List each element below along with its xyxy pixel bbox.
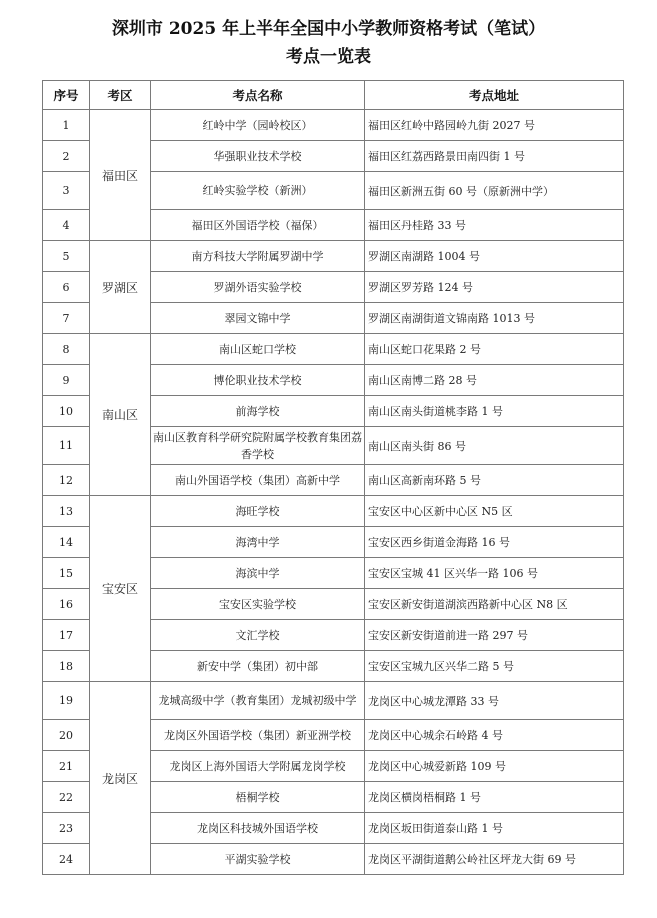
site-name: 南山外国语学校（集团）高新中学 — [151, 465, 365, 496]
site-name: 南山区蛇口学校 — [151, 334, 365, 365]
row-number: 9 — [43, 365, 90, 396]
site-name: 福田区外国语学校（福保） — [151, 210, 365, 241]
row-number: 17 — [43, 620, 90, 651]
site-name: 博伦职业技术学校 — [151, 365, 365, 396]
row-number: 23 — [43, 813, 90, 844]
site-address: 龙岗区中心城余石岭路 4 号 — [365, 720, 624, 751]
site-address: 龙岗区坂田街道泰山路 1 号 — [365, 813, 624, 844]
site-address: 罗湖区南湖街道文锦南路 1013 号 — [365, 303, 624, 334]
district-cell: 南山区 — [90, 334, 151, 496]
site-name: 梧桐学校 — [151, 782, 365, 813]
site-name: 平湖实验学校 — [151, 844, 365, 875]
site-address: 罗湖区南湖路 1004 号 — [365, 241, 624, 272]
table-row — [43, 334, 624, 365]
site-address: 南山区南头街道桃李路 1 号 — [365, 396, 624, 427]
site-address: 宝安区中心区新中心区 N5 区 — [365, 496, 624, 527]
header-site-address: 考点地址 — [365, 81, 624, 110]
row-number: 21 — [43, 751, 90, 782]
district-cell: 宝安区 — [90, 496, 151, 682]
site-name: 龙岗区科技城外国语学校 — [151, 813, 365, 844]
site-address: 福田区红岭中路园岭九街 2027 号 — [365, 110, 624, 141]
site-name: 龙城高级中学（教育集团）龙城初级中学 — [151, 682, 365, 720]
table-row — [43, 241, 624, 272]
row-number: 24 — [43, 844, 90, 875]
exam-site-table — [42, 80, 624, 875]
site-address: 南山区蛇口花果路 2 号 — [365, 334, 624, 365]
row-number: 12 — [43, 465, 90, 496]
site-name: 前海学校 — [151, 396, 365, 427]
site-address: 龙岗区横岗梧桐路 1 号 — [365, 782, 624, 813]
district-cell: 龙岗区 — [90, 682, 151, 875]
row-number: 14 — [43, 527, 90, 558]
row-number: 5 — [43, 241, 90, 272]
row-number: 16 — [43, 589, 90, 620]
site-address: 宝安区西乡街道金海路 16 号 — [365, 527, 624, 558]
site-address: 龙岗区中心城龙潭路 33 号 — [365, 682, 624, 720]
site-address: 福田区丹桂路 33 号 — [365, 210, 624, 241]
row-number: 10 — [43, 396, 90, 427]
row-number: 6 — [43, 272, 90, 303]
site-address: 宝安区新安街道前进一路 297 号 — [365, 620, 624, 651]
district-cell: 福田区 — [90, 110, 151, 241]
header-district: 考区 — [90, 81, 151, 110]
site-address: 罗湖区罗芳路 124 号 — [365, 272, 624, 303]
site-name: 翠园文锦中学 — [151, 303, 365, 334]
site-name: 文汇学校 — [151, 620, 365, 651]
district-cell: 罗湖区 — [90, 241, 151, 334]
site-address: 宝安区宝城 41 区兴华一路 106 号 — [365, 558, 624, 589]
document-subtitle: 考点一览表 — [286, 47, 371, 67]
site-name: 龙岗区外国语学校（集团）新亚洲学校 — [151, 720, 365, 751]
site-name: 南方科技大学附属罗湖中学 — [151, 241, 365, 272]
row-number: 7 — [43, 303, 90, 334]
header-site-name: 考点名称 — [151, 81, 365, 110]
site-name: 海旺学校 — [151, 496, 365, 527]
row-number: 11 — [43, 427, 90, 465]
site-address: 宝安区宝城九区兴华二路 5 号 — [365, 651, 624, 682]
site-name: 龙岗区上海外国语大学附属龙岗学校 — [151, 751, 365, 782]
site-name: 海滨中学 — [151, 558, 365, 589]
row-number: 2 — [43, 141, 90, 172]
site-address: 南山区高新南环路 5 号 — [365, 465, 624, 496]
row-number: 19 — [43, 682, 90, 720]
site-name: 新安中学（集团）初中部 — [151, 651, 365, 682]
site-name: 南山区教育科学研究院附属学校教育集团荔香学校 — [151, 427, 365, 465]
row-number: 18 — [43, 651, 90, 682]
table-row — [43, 682, 624, 720]
site-name: 罗湖外语实验学校 — [151, 272, 365, 303]
site-address: 南山区南博二路 28 号 — [365, 365, 624, 396]
site-address: 福田区红荔西路景田南四街 1 号 — [365, 141, 624, 172]
site-name: 红岭实验学校（新洲） — [151, 172, 365, 210]
site-address: 南山区南头街 86 号 — [365, 427, 624, 465]
table-header-row — [43, 81, 624, 110]
row-number: 4 — [43, 210, 90, 241]
site-address: 龙岗区中心城爱新路 109 号 — [365, 751, 624, 782]
table-row — [43, 496, 624, 527]
row-number: 13 — [43, 496, 90, 527]
site-address: 龙岗区平湖街道鹅公岭社区坪龙大街 69 号 — [365, 844, 624, 875]
site-address: 福田区新洲五街 60 号（原新洲中学） — [365, 172, 624, 210]
site-name: 宝安区实验学校 — [151, 589, 365, 620]
row-number: 22 — [43, 782, 90, 813]
site-address: 宝安区新安街道湖滨西路新中心区 N8 区 — [365, 589, 624, 620]
row-number: 3 — [43, 172, 90, 210]
row-number: 20 — [43, 720, 90, 751]
header-seq: 序号 — [43, 81, 90, 110]
row-number: 1 — [43, 110, 90, 141]
row-number: 15 — [43, 558, 90, 589]
site-name: 海湾中学 — [151, 527, 365, 558]
site-name: 红岭中学（园岭校区） — [151, 110, 365, 141]
table-row — [43, 110, 624, 141]
document-title: 深圳市 2025 年上半年全国中小学教师资格考试（笔试） — [111, 19, 546, 39]
site-name: 华强职业技术学校 — [151, 141, 365, 172]
row-number: 8 — [43, 334, 90, 365]
